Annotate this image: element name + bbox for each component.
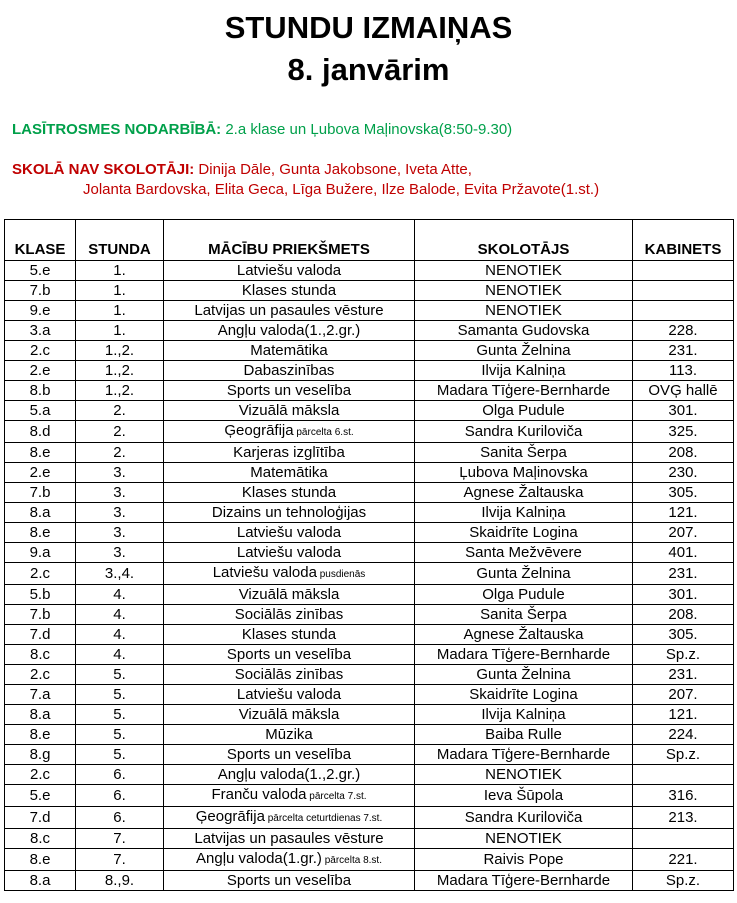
header-teacher: SKOLOTĀJS xyxy=(415,220,633,261)
table-row xyxy=(5,321,734,341)
cell-subject xyxy=(164,421,415,443)
cell-room: 208. xyxy=(633,605,734,625)
cell-subject xyxy=(164,745,415,765)
table-body xyxy=(5,261,734,891)
cell-room: 207. xyxy=(633,685,734,705)
cell-teacher: Skaidrīte Logina xyxy=(415,685,633,705)
cell-klase: 2.e xyxy=(5,361,76,381)
cell-subject xyxy=(164,341,415,361)
table-header-row xyxy=(5,220,734,261)
table-row xyxy=(5,605,734,625)
cell-teacher: NENOTIEK xyxy=(415,281,633,301)
cell-teacher: Madara Tīģere-Bernharde xyxy=(415,871,633,891)
cell-subject xyxy=(164,321,415,341)
table-row xyxy=(5,381,734,401)
table-row xyxy=(5,463,734,483)
table-row xyxy=(5,685,734,705)
cell-stunda: 2. xyxy=(76,421,164,443)
cell-klase: 2.c xyxy=(5,341,76,361)
subject-name: Latvijas un pasaules vēsture xyxy=(194,830,384,847)
cell-teacher: NENOTIEK xyxy=(415,301,633,321)
subject-name: Latviešu valoda xyxy=(236,686,342,703)
cell-klase: 5.e xyxy=(5,785,76,807)
cell-stunda: 5. xyxy=(76,685,164,705)
cell-klase: 8.e xyxy=(5,523,76,543)
cell-stunda: 2. xyxy=(76,401,164,421)
cell-teacher: Olga Pudule xyxy=(415,401,633,421)
subject-name: Sports un veselība xyxy=(226,872,352,889)
table-row xyxy=(5,807,734,829)
cell-stunda: 3. xyxy=(76,523,164,543)
cell-klase: 8.e xyxy=(5,443,76,463)
cell-klase: 8.a xyxy=(5,871,76,891)
subject-name: Angļu valoda(1.,2.gr.) xyxy=(217,322,361,339)
subject-name: Sports un veselība xyxy=(226,382,352,399)
cell-teacher: Ieva Šūpola xyxy=(415,785,633,807)
table-row xyxy=(5,585,734,605)
table-row xyxy=(5,785,734,807)
cell-room: 231. xyxy=(633,665,734,685)
cell-stunda: 5. xyxy=(76,705,164,725)
subject-name: Karjeras izglītība xyxy=(233,444,345,461)
subject-name: Klases stunda xyxy=(241,282,337,299)
cell-room: 113. xyxy=(633,361,734,381)
cell-klase: 5.e xyxy=(5,261,76,281)
subject-name: Ģeogrāfija xyxy=(195,808,265,825)
subject-name: Ģeogrāfija xyxy=(224,422,294,439)
cell-room: 230. xyxy=(633,463,734,483)
absent-label: SKOLĀ NAV SKOLOTĀJI: xyxy=(12,161,195,178)
cell-subject xyxy=(164,543,415,563)
cell-room: 316. xyxy=(633,785,734,807)
cell-teacher: Madara Tīģere-Bernharde xyxy=(415,381,633,401)
subject-name: Klases stunda xyxy=(241,626,337,643)
cell-subject xyxy=(164,765,415,785)
table-row xyxy=(5,281,734,301)
cell-room: 301. xyxy=(633,401,734,421)
subject-name: Latviešu valoda xyxy=(236,262,342,279)
absent-teachers-line-1 xyxy=(12,160,472,180)
cell-stunda: 5. xyxy=(76,665,164,685)
cell-room: 231. xyxy=(633,563,734,585)
cell-stunda: 1. xyxy=(76,281,164,301)
table-row xyxy=(5,745,734,765)
cell-room xyxy=(633,765,734,785)
cell-teacher: Agnese Žaltauska xyxy=(415,625,633,645)
cell-subject xyxy=(164,563,415,585)
table-row xyxy=(5,341,734,361)
table-row xyxy=(5,871,734,891)
cell-subject xyxy=(164,361,415,381)
subject-name: Matemātika xyxy=(250,464,328,481)
cell-stunda: 1.,2. xyxy=(76,381,164,401)
cell-room: 213. xyxy=(633,807,734,829)
subject-name: Vizuālā māksla xyxy=(238,586,340,603)
cell-stunda: 1. xyxy=(76,261,164,281)
subject-name: Angļu valoda(1.,2.gr.) xyxy=(217,766,361,783)
table-row xyxy=(5,665,734,685)
cell-teacher: NENOTIEK xyxy=(415,261,633,281)
cell-stunda: 7. xyxy=(76,829,164,849)
cell-subject xyxy=(164,605,415,625)
cell-stunda: 1. xyxy=(76,301,164,321)
table-row xyxy=(5,625,734,645)
table-row xyxy=(5,261,734,281)
table-row xyxy=(5,401,734,421)
cell-klase: 2.c xyxy=(5,563,76,585)
cell-stunda: 4. xyxy=(76,625,164,645)
cell-klase: 3.a xyxy=(5,321,76,341)
cell-klase: 7.d xyxy=(5,807,76,829)
cell-teacher: Sanita Šerpa xyxy=(415,605,633,625)
subject-name: Vizuālā māksla xyxy=(238,402,340,419)
table-row xyxy=(5,725,734,745)
cell-stunda: 4. xyxy=(76,645,164,665)
cell-subject xyxy=(164,261,415,281)
cell-teacher: Agnese Žaltauska xyxy=(415,483,633,503)
cell-klase: 7.d xyxy=(5,625,76,645)
subject-name: Latviešu valoda xyxy=(236,524,342,541)
cell-klase: 9.a xyxy=(5,543,76,563)
cell-stunda: 1. xyxy=(76,321,164,341)
cell-room: 325. xyxy=(633,421,734,443)
subject-name: Latviešu valoda xyxy=(236,544,342,561)
cell-subject xyxy=(164,807,415,829)
table-row xyxy=(5,361,734,381)
cell-room: 208. xyxy=(633,443,734,463)
cell-teacher: Gunta Želnina xyxy=(415,563,633,585)
cell-teacher: Gunta Želnina xyxy=(415,341,633,361)
cell-room: 228. xyxy=(633,321,734,341)
absent-teachers-line-2: Jolanta Bardovska, Elita Geca, Līga Bužere, Ilze Balode, Evita Pržavote(1.st.) xyxy=(83,181,600,198)
subject-note: pusdienās xyxy=(316,569,366,580)
table-row xyxy=(5,765,734,785)
subject-name: Angļu valoda(1.gr.) xyxy=(196,850,322,867)
reading-note xyxy=(12,120,512,140)
table-row xyxy=(5,829,734,849)
cell-stunda: 4. xyxy=(76,605,164,625)
cell-room xyxy=(633,261,734,281)
cell-teacher: Raivis Pope xyxy=(415,849,633,871)
cell-klase: 8.g xyxy=(5,745,76,765)
cell-subject xyxy=(164,523,415,543)
cell-room xyxy=(633,301,734,321)
reading-label: LASĪTROSMES NODARBĪBĀ: xyxy=(12,121,222,138)
cell-teacher: Skaidrīte Logina xyxy=(415,523,633,543)
subject-note: pārcelta ceturtdienas 7.st. xyxy=(264,813,383,824)
header-subject: MĀCĪBU PRIEKŠMETS xyxy=(164,220,415,261)
cell-subject xyxy=(164,401,415,421)
subject-name: Dizains un tehnoloģijas xyxy=(211,504,367,521)
cell-stunda: 3. xyxy=(76,503,164,523)
subject-name: Latviešu valoda xyxy=(212,564,317,581)
cell-teacher: Ļubova Maļinovska xyxy=(415,463,633,483)
cell-room xyxy=(633,829,734,849)
cell-stunda: 5. xyxy=(76,745,164,765)
subject-name: Vizuālā māksla xyxy=(238,706,340,723)
subject-name: Franču valoda xyxy=(211,786,307,803)
subject-name: Klases stunda xyxy=(241,484,337,501)
cell-room: Sp.z. xyxy=(633,745,734,765)
table-row xyxy=(5,563,734,585)
cell-klase: 7.b xyxy=(5,605,76,625)
cell-teacher: NENOTIEK xyxy=(415,829,633,849)
table-row xyxy=(5,523,734,543)
subject-name: Dabaszinības xyxy=(243,362,335,379)
cell-subject xyxy=(164,725,415,745)
cell-stunda: 3. xyxy=(76,463,164,483)
cell-room: 305. xyxy=(633,483,734,503)
cell-room: 121. xyxy=(633,503,734,523)
cell-klase: 8.e xyxy=(5,725,76,745)
table-row xyxy=(5,849,734,871)
table-row xyxy=(5,443,734,463)
cell-stunda: 4. xyxy=(76,585,164,605)
cell-klase: 8.c xyxy=(5,645,76,665)
subject-note: pārcelta 6.st. xyxy=(293,427,354,438)
header-klase: KLASE xyxy=(5,220,76,261)
cell-teacher: Gunta Želnina xyxy=(415,665,633,685)
cell-room: 221. xyxy=(633,849,734,871)
cell-klase: 7.b xyxy=(5,483,76,503)
cell-teacher: Santa Mežvēvere xyxy=(415,543,633,563)
cell-teacher: Samanta Gudovska xyxy=(415,321,633,341)
cell-klase: 2.c xyxy=(5,665,76,685)
cell-stunda: 5. xyxy=(76,725,164,745)
cell-subject xyxy=(164,503,415,523)
cell-teacher: Olga Pudule xyxy=(415,585,633,605)
table-row xyxy=(5,421,734,443)
cell-subject xyxy=(164,483,415,503)
subject-note: pārcelta 8.st. xyxy=(321,855,382,866)
cell-subject xyxy=(164,625,415,645)
cell-teacher: Madara Tīģere-Bernharde xyxy=(415,745,633,765)
cell-subject xyxy=(164,665,415,685)
cell-stunda: 7. xyxy=(76,849,164,871)
cell-room: Sp.z. xyxy=(633,871,734,891)
cell-subject xyxy=(164,381,415,401)
cell-klase: 7.b xyxy=(5,281,76,301)
cell-stunda: 8.,9. xyxy=(76,871,164,891)
cell-klase: 8.d xyxy=(5,421,76,443)
cell-klase: 2.c xyxy=(5,765,76,785)
cell-stunda: 6. xyxy=(76,785,164,807)
cell-room: 301. xyxy=(633,585,734,605)
cell-stunda: 2. xyxy=(76,443,164,463)
subject-name: Sports un veselība xyxy=(226,646,352,663)
cell-klase: 5.b xyxy=(5,585,76,605)
cell-stunda: 3. xyxy=(76,543,164,563)
cell-stunda: 3. xyxy=(76,483,164,503)
cell-klase: 9.e xyxy=(5,301,76,321)
cell-subject xyxy=(164,585,415,605)
cell-teacher: Baiba Rulle xyxy=(415,725,633,745)
subject-name: Matemātika xyxy=(250,342,328,359)
cell-stunda: 6. xyxy=(76,765,164,785)
cell-subject xyxy=(164,463,415,483)
cell-klase: 8.c xyxy=(5,829,76,849)
cell-klase: 8.a xyxy=(5,503,76,523)
cell-klase: 2.e xyxy=(5,463,76,483)
cell-klase: 8.e xyxy=(5,849,76,871)
page-subtitle-date: 8. janvārim xyxy=(287,52,450,87)
cell-subject xyxy=(164,705,415,725)
absent-text-1: Dinija Dāle, Gunta Jakobsone, Iveta Atte, xyxy=(194,161,472,178)
cell-teacher: Sandra Kuriloviča xyxy=(415,421,633,443)
cell-teacher: Ilvija Kalniņa xyxy=(415,503,633,523)
cell-klase: 8.b xyxy=(5,381,76,401)
subject-name: Mūzika xyxy=(265,726,313,743)
cell-subject xyxy=(164,871,415,891)
cell-teacher: Sanita Šerpa xyxy=(415,443,633,463)
header-room: KABINETS xyxy=(633,220,734,261)
cell-room: Sp.z. xyxy=(633,645,734,665)
cell-room: 401. xyxy=(633,543,734,563)
table-row xyxy=(5,543,734,563)
table-row xyxy=(5,645,734,665)
cell-subject xyxy=(164,685,415,705)
cell-subject xyxy=(164,301,415,321)
page-title: STUNDU IZMAIŅAS xyxy=(224,10,513,45)
subject-note: pārcelta 7.st. xyxy=(306,791,367,802)
cell-teacher: NENOTIEK xyxy=(415,765,633,785)
cell-room: OVĢ hallē xyxy=(633,381,734,401)
cell-subject xyxy=(164,281,415,301)
cell-subject xyxy=(164,645,415,665)
subject-name: Sociālās zinības xyxy=(234,666,344,683)
subject-name: Latvijas un pasaules vēsture xyxy=(194,302,384,319)
cell-subject xyxy=(164,443,415,463)
cell-klase: 7.a xyxy=(5,685,76,705)
cell-room: 305. xyxy=(633,625,734,645)
cell-stunda: 6. xyxy=(76,807,164,829)
cell-room: 231. xyxy=(633,341,734,361)
header-stunda: STUNDA xyxy=(76,220,164,261)
table-row xyxy=(5,503,734,523)
cell-stunda: 3.,4. xyxy=(76,563,164,585)
changes-table xyxy=(4,219,734,891)
table-row xyxy=(5,483,734,503)
cell-stunda: 1.,2. xyxy=(76,341,164,361)
reading-text: 2.a klase un Ļubova Maļinovska(8:50-9.30) xyxy=(221,121,513,138)
cell-room: 207. xyxy=(633,523,734,543)
cell-teacher: Sandra Kuriloviča xyxy=(415,807,633,829)
cell-teacher: Madara Tīģere-Bernharde xyxy=(415,645,633,665)
table-row xyxy=(5,705,734,725)
cell-teacher: Ilvija Kalniņa xyxy=(415,361,633,381)
cell-room xyxy=(633,281,734,301)
cell-room: 121. xyxy=(633,705,734,725)
cell-subject xyxy=(164,829,415,849)
table-row xyxy=(5,301,734,321)
cell-klase: 8.a xyxy=(5,705,76,725)
cell-room: 224. xyxy=(633,725,734,745)
cell-stunda: 1.,2. xyxy=(76,361,164,381)
cell-teacher: Ilvija Kalniņa xyxy=(415,705,633,725)
subject-name: Sports un veselība xyxy=(226,746,352,763)
subject-name: Sociālās zinības xyxy=(234,606,344,623)
cell-subject xyxy=(164,849,415,871)
cell-klase: 5.a xyxy=(5,401,76,421)
cell-subject xyxy=(164,785,415,807)
